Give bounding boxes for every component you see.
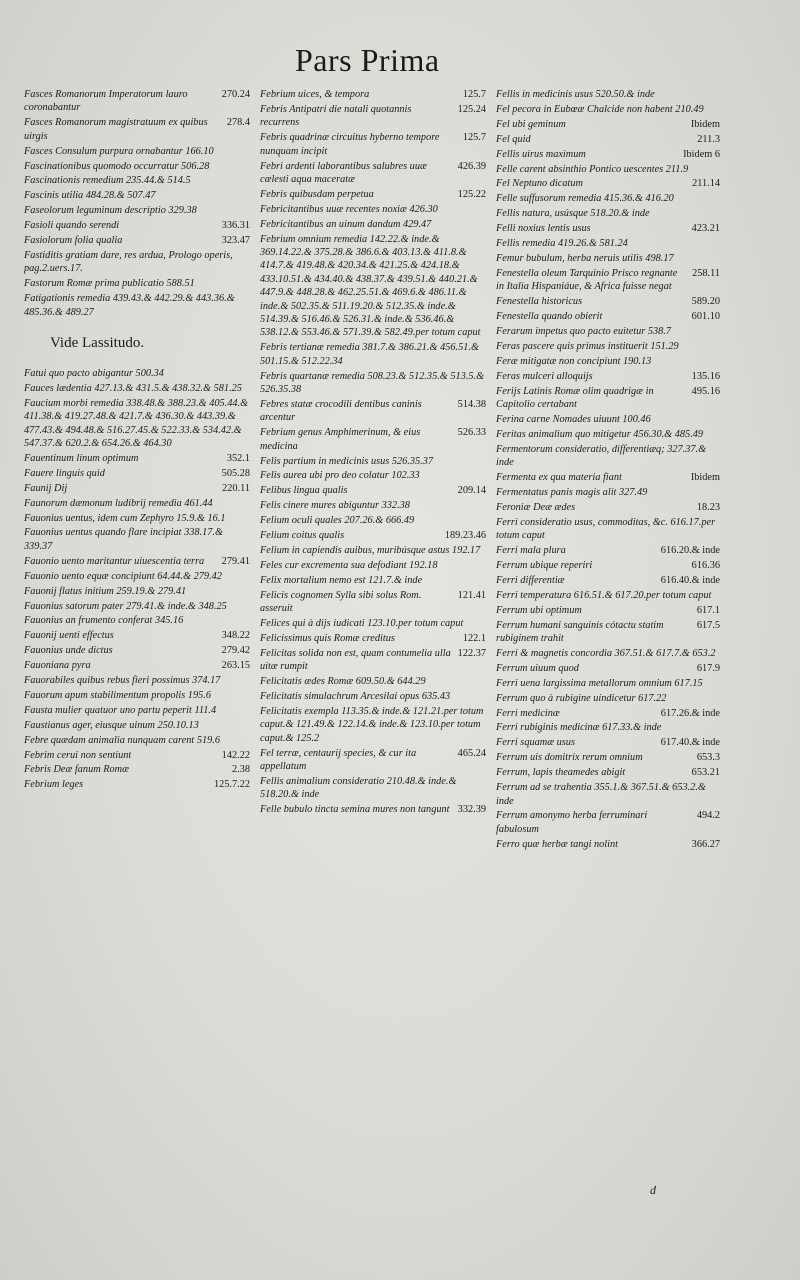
entry-reference: 514.38	[457, 398, 486, 410]
entry-reference: 332.39	[457, 804, 486, 816]
entry-text: Fellis animalium consideratio 210.48.& inde.& 518.20.& inde	[260, 776, 457, 801]
entry-reference: 125.7	[462, 89, 486, 100]
entry-text: Feras pascere quis primus instituerit 151.29	[496, 340, 679, 352]
entry-text: Fasces Consulum purpura ornabantur 166.10	[24, 145, 214, 157]
index-entry	[496, 177, 720, 190]
index-entry	[496, 544, 720, 557]
entry-reference: 601.10	[691, 311, 720, 323]
entry-text: Ferrum humani sanguinis cótactu statim rubiginem trahit	[496, 619, 664, 645]
index-entry	[24, 189, 250, 202]
entry-text: Fatigationis remedia 439.43.& 442.29.& 443.36.& 485.36.& 489.27	[24, 293, 235, 318]
entry-reference: 526.33	[457, 427, 486, 439]
index-entry	[496, 370, 720, 383]
entry-text: Ferri uena largissima metallorum omnium 617.15	[496, 677, 703, 689]
index-entry	[260, 455, 486, 468]
index-entry	[496, 471, 720, 484]
entry-reference: 125.7.22	[213, 779, 250, 791]
index-entry	[260, 559, 486, 572]
entry-reference: 617.26.& inde	[660, 707, 720, 719]
entry-text: Fauonij uenti effectus	[24, 630, 114, 642]
index-entry	[260, 88, 486, 101]
index-entry	[260, 632, 486, 645]
entry-reference: 122.37	[457, 647, 486, 659]
index-entry	[260, 469, 486, 482]
entry-reference: 135.16	[691, 370, 720, 382]
entry-text: Fasces Romanorum Imperatorum lauro coronabantur	[24, 89, 188, 114]
entry-reference: 616.36	[691, 560, 720, 571]
index-entry	[24, 704, 250, 717]
index-entry	[260, 398, 486, 425]
entry-reference: 220.11	[222, 482, 250, 494]
entry-text: Fellis natura, usúsque 518.20.& inde	[496, 208, 650, 220]
entry-text: Ferro quæ herbæ tangi nolint	[496, 838, 619, 850]
entry-text: Febrium uices, & tempora	[260, 89, 370, 100]
index-entry	[260, 589, 486, 616]
entry-text: Ferri rubiginis medicinæ 617.33.& inde	[496, 722, 662, 734]
entry-text: Felices qui à dijs iudicati 123.10.per totum caput	[260, 618, 464, 630]
index-entry	[496, 295, 720, 308]
index-entry	[496, 325, 720, 338]
entry-text: Felium in capiendis auibus, muribúsque astus 192.17	[260, 545, 481, 556]
entry-text: Febris Deæ fanum Romæ	[24, 764, 129, 776]
index-entry	[496, 443, 720, 470]
entry-reference: 279.42	[221, 645, 250, 657]
entry-text: Felis cinere mures abiguntur 332.38	[260, 500, 410, 512]
index-entry	[496, 413, 720, 426]
index-entry	[260, 514, 486, 527]
entry-text: Ferrum ad se trahentia 355.1.& 367.51.& 653.2.& inde	[496, 782, 706, 807]
entry-text: Fauonius an frumento conferat 345.16	[24, 615, 184, 627]
index-entry	[496, 751, 720, 764]
entry-text: Fasioli quando serendi	[24, 220, 120, 232]
index-entry	[260, 647, 486, 674]
index-entry	[496, 148, 720, 161]
index-entry	[24, 292, 250, 319]
entry-reference: 653.21	[691, 767, 720, 779]
entry-text: Fauonius unde dictus	[24, 645, 113, 657]
entry-text: Fellis in medicinis usus 520.50.& inde	[496, 89, 655, 100]
entry-reference: 617.5	[696, 619, 720, 631]
entry-text: Fel pecora in Eubœæ Chalcide non habent 210.49	[496, 103, 704, 115]
index-entry	[496, 237, 720, 250]
index-entry	[24, 526, 250, 553]
entry-text: Felle bubulo tincta semina mures non tangunt	[260, 804, 450, 816]
entry-text: Fauonij flatus initium 259.19.& 279.41	[24, 585, 187, 597]
entry-text: Fenestella quando obierit	[496, 311, 603, 323]
entry-reference: 616.20.& inde	[660, 545, 720, 557]
index-entry	[260, 370, 486, 397]
entry-text: Febris quadrinæ circuitus hyberno tempore nunquam incipit	[260, 132, 440, 157]
entry-text: Fenestella oleum Tarquinio Prisco regnante in Italia Hispaniáue, & Africa fuisse negat	[496, 267, 678, 293]
index-entry	[24, 116, 250, 143]
index-entry	[496, 340, 720, 353]
entry-reference: 423.21	[691, 223, 720, 235]
entry-text: Febrium omnium remedia 142.22.& inde.& 369.14.22.& 375.28.& 386.6.& 403.13.& 411.8.& 414.7.& 419.48.& 420.34.& 421.25.& 424.18.& 433.10.51.& 434.40.& 438.37.& 439.51.& 440.21.& 447.9.& 448.28.& 462.25.51.& 469.6.& 486.11.& inde.& 502.35.& 511.19.20.& 512.35.& inde.& 514.39.& 516.46.& 526.31.& inde.& 536.46.& 538.12.& 553.46.& 571.39.& 582.49.per totum caput	[260, 233, 481, 339]
index-entry	[24, 382, 250, 395]
entry-text: Febrium genus Amphimerinum, & eius medicina	[260, 427, 421, 452]
entry-text: Feritas animalium quo mitigetur 456.30.& 485.49	[496, 428, 704, 440]
entry-text: Felicitatis exempla 113.35.& inde.& 121.21.per totum caput.& 121.49.& 122.14.& inde.& 123.10.per totum caput.& 125.2	[260, 705, 484, 744]
entry-text: Faustianus ager, eiusque uinum 250.10.13	[24, 719, 199, 731]
entry-text: Fascinis utilia 484.28.& 507.47	[24, 190, 156, 202]
index-entry	[24, 467, 250, 480]
entry-text: Febris tertianæ remedia 381.7.& 386.21.& 456.51.& 501.15.& 512.22.34	[260, 342, 479, 367]
index-entry	[496, 809, 720, 836]
entry-text: Ferri mala plura	[496, 545, 566, 557]
entry-reference: 211.14	[692, 178, 720, 190]
entry-text: Fel terræ, centaurij species, & cur ita appellatum	[260, 747, 417, 773]
index-entry	[24, 674, 250, 687]
entry-text: Febrium leges	[24, 779, 84, 791]
index-entry	[496, 428, 720, 441]
entry-text: Ferri squamæ usus	[496, 737, 575, 749]
entry-reference: 279.41	[221, 555, 250, 567]
entry-text: Febris Antipatri die natali quotannis recurrens	[260, 103, 412, 129]
entry-reference: 258.11	[692, 267, 720, 279]
index-entry	[24, 600, 250, 613]
entry-text: Ferrum uis domitrix rerum omnium	[496, 752, 643, 764]
entry-text: Fauorum apum stabilimentum propolis 195.6	[24, 689, 211, 701]
entry-text: Ferri & magnetis concordia 367.51.& 617.7.& 653.2	[496, 647, 716, 659]
entry-text: Febres statæ crocodili dentibus caninis arcentur	[260, 398, 422, 424]
entry-text: Faunorum dæmonum ludibrij remedia 461.44	[24, 497, 213, 509]
index-entry	[24, 204, 250, 217]
entry-reference: 125.24	[457, 103, 486, 115]
entry-text: Fauonius satorum pater 279.41.& inde.& 348.25	[24, 600, 227, 612]
index-entry	[496, 604, 720, 617]
index-entry	[260, 426, 486, 453]
index-entry	[260, 499, 486, 512]
index-entry	[260, 617, 486, 630]
entry-text: Ferrum quo à rubigine uindicetur 617.22	[496, 692, 667, 704]
entry-text: Felicitatis simulachrum Arcesilai opus 635.43	[260, 691, 451, 703]
index-entry	[24, 734, 250, 747]
entry-text: Fauonius uentus, idem cum Zephyro 15.9.& 16.1	[24, 512, 226, 524]
entry-text: Ferri consideratio usus, commoditas, &c. 616.17.per totum caput	[496, 516, 716, 542]
entry-text: Felium coitus qualis	[260, 530, 345, 542]
index-entry	[24, 644, 250, 657]
entry-text: Felium oculi quales 207.26.& 666.49	[260, 515, 415, 527]
entry-reference: 278.4	[226, 117, 250, 129]
index-entry	[496, 385, 720, 412]
entry-text: Faucium morbi remedia 338.48.& 388.23.& 405.44.& 411.38.& 419.27.48.& 421.7.& 436.30.& 443.39.& 477.43.& 494.48.& 516.27.45.& 522.33.& 534.42.& 547.37.& 620.2.& 654.26.& 464.30	[24, 397, 249, 450]
index-column-1	[24, 88, 250, 1248]
index-entry	[496, 516, 720, 543]
entry-text: Femur bubulum, herba neruis utilis 498.17	[496, 252, 674, 264]
entry-text: Fermentorum consideratio, differentiæq; 327.37.& inde	[496, 443, 707, 469]
index-entry	[260, 484, 486, 497]
index-entry	[260, 341, 486, 368]
index-entry	[24, 452, 250, 465]
index-entry	[24, 512, 250, 525]
entry-text: Felicitas solida non est, quam contumelia ulla uitæ rumpit	[260, 647, 451, 673]
index-entry	[24, 219, 250, 232]
entry-text: Fauere linguis quid	[24, 467, 105, 479]
entry-text: Fauorabiles quibus rebus fieri possimus 374.17	[24, 675, 221, 687]
index-entry	[260, 803, 486, 816]
index-entry	[24, 482, 250, 495]
entry-reference: 426.39	[457, 160, 486, 172]
entry-reference: 617.9	[696, 662, 720, 674]
index-entry	[260, 690, 486, 703]
entry-text: Fastorum Romæ prima publicatio 588.51	[24, 278, 195, 290]
entry-text: Fauonius uentus quando flare incipiat 338.17.& 339.37	[24, 527, 223, 552]
index-entry	[260, 705, 486, 745]
index-entry	[260, 203, 486, 216]
index-entry	[496, 781, 720, 808]
index-entry	[496, 707, 720, 720]
entry-reference: 366.27	[691, 838, 720, 850]
index-entry	[496, 207, 720, 220]
entry-reference: 125.7	[462, 132, 486, 144]
index-entry	[496, 252, 720, 265]
index-entry	[496, 118, 720, 131]
index-entry	[24, 397, 250, 451]
index-entry	[496, 222, 720, 235]
index-entry	[496, 574, 720, 587]
entry-text: Febris quibusdam perpetua	[260, 188, 374, 200]
entry-reference: Ibidem	[690, 118, 720, 130]
index-entry	[496, 501, 720, 514]
index-entry	[260, 160, 486, 187]
index-entry	[496, 619, 720, 646]
entry-reference: 589.20	[691, 296, 720, 308]
entry-reference: 348.22	[221, 630, 250, 642]
entry-text: Fausta mulier quatuor uno partu peperit 111.4	[24, 704, 217, 716]
index-column-2	[260, 88, 486, 1248]
index-entry	[24, 174, 250, 187]
index-entry	[24, 659, 250, 672]
index-entry	[24, 585, 250, 598]
index-entry	[260, 574, 486, 587]
entry-text: Fenestella historicus	[496, 296, 583, 308]
page-title: Pars Prima	[295, 42, 440, 78]
index-entry	[24, 367, 250, 380]
index-entry	[496, 766, 720, 779]
entry-text: Felle carent absinthio Pontico uescentes 211.9	[496, 163, 689, 175]
index-entry	[24, 160, 250, 173]
entry-text: Ferri temperatura 616.51.& 617.20.per totum caput	[496, 589, 712, 601]
entry-text: Ferarum impetus quo pacto euitetur 538.7	[496, 326, 672, 337]
entry-text: Fauonio uento equæ concipiunt 64.44.& 279.42	[24, 570, 222, 582]
entry-text: Febre quædam animalia nunquam carent 519.6	[24, 734, 221, 746]
entry-reference: 122.1	[462, 632, 486, 644]
entry-text: Ferri differentiæ	[496, 574, 565, 586]
entry-text: Ferrum, lapis theamedes abigit	[496, 767, 626, 779]
entry-text: Fascinationibus quomodo occurratur 506.28	[24, 160, 210, 172]
index-entry	[496, 589, 720, 602]
entry-reference: 352.1	[226, 452, 250, 464]
index-entry	[496, 103, 720, 116]
entry-reference: 323.47	[221, 235, 250, 247]
index-entry	[496, 677, 720, 690]
entry-text: Fel ubi geminum	[496, 118, 566, 130]
entry-text: Feles cur excrementa sua defodiant 192.18	[260, 559, 438, 571]
entry-text: Feras mulceri alloquijs	[496, 370, 593, 382]
entry-reference: 505.28	[221, 467, 250, 479]
entry-reference: Ibidem	[690, 472, 720, 484]
index-entry	[496, 310, 720, 323]
entry-reference: 494.2	[696, 810, 720, 822]
entry-text: Felle suffusorum remedia 415.36.& 416.20	[496, 193, 674, 205]
index-entry	[24, 234, 250, 247]
entry-text: Ferijs Latinis Romæ olim quadrigæ in Capitolio certabant	[496, 385, 654, 411]
entry-text: Fauonio uento maritantur uiuescentia terra	[24, 555, 205, 567]
entry-text: Febris quartanæ remedia 508.23.& 512.35.& 513.5.& 526.35.38	[260, 370, 485, 396]
entry-text: Fermentatus panis magis alit 327.49	[496, 486, 648, 498]
entry-text: Fascinationis remedium 235.44.& 514.5	[24, 175, 191, 187]
entry-text: Fastiditis gratiam dare, res ardua, Prologo operis, pag.2.uers.17.	[24, 249, 233, 275]
entry-text: Fellis uirus maximum	[496, 148, 586, 160]
entry-text: Feræ mitigatæ non concipiunt 190.13	[496, 355, 652, 367]
entry-reference: 142.22	[221, 749, 250, 761]
entry-text: Felis partium in medicinis usus 526.35.37	[260, 455, 434, 467]
entry-text: Fasces Romanorum magistratuum ex quibus uirgis	[24, 117, 208, 142]
index-entry	[260, 544, 486, 557]
index-entry	[496, 163, 720, 176]
entry-text: Febri ardenti laborantibus salubres uuæ cælesti aqua maceratæ	[260, 160, 427, 185]
index-entry	[496, 736, 720, 749]
index-entry	[24, 249, 250, 276]
index-entry	[496, 355, 720, 368]
entry-text: Febricitantibus an uinum dandum 429.47	[260, 218, 432, 230]
entry-reference: 121.41	[457, 589, 486, 601]
entry-reference: 263.15	[221, 660, 250, 672]
entry-text: Febricitantibus uuæ recentes noxiæ 426.30	[260, 203, 438, 215]
entry-reference: 465.24	[457, 747, 486, 759]
catchword: d	[650, 1183, 656, 1197]
index-entry	[260, 218, 486, 231]
index-entry	[496, 721, 720, 734]
entry-text: Faseolorum leguminum descriptio 329.38	[24, 205, 197, 217]
index-entry	[24, 614, 250, 627]
entry-reference: 653.3	[696, 752, 720, 764]
entry-text: Fauces lædentia 427.13.& 431.5.& 438.32.& 581.25	[24, 382, 242, 394]
index-entry	[24, 88, 250, 115]
index-entry	[260, 529, 486, 542]
entry-reference: 616.40.& inde	[660, 574, 720, 586]
index-entry	[260, 131, 486, 158]
entry-reference: Ibidem 6	[683, 148, 720, 160]
index-entry	[496, 192, 720, 205]
index-entry	[260, 675, 486, 688]
index-entry	[260, 103, 486, 130]
entry-text: Ferina carne Nomades uiuunt 100.46	[496, 413, 651, 425]
entry-reference: 495.16	[691, 385, 720, 397]
index-entry	[496, 662, 720, 675]
entry-text: Fermenta ex qua materia fiant	[496, 472, 622, 484]
entry-text: Ferri medicinæ	[496, 707, 560, 719]
index-entry	[496, 486, 720, 499]
entry-text: Fel quid	[496, 133, 531, 145]
index-entry	[24, 629, 250, 642]
entry-reference: 336.31	[221, 220, 250, 232]
index-entry	[24, 763, 250, 776]
index-entry	[496, 647, 720, 660]
entry-text: Felis aurea ubi pro deo colatur 102.33	[260, 470, 420, 482]
entry-text: Felicis cognomen Sylla sibi solus Rom. asseruit	[260, 589, 422, 615]
index-entry	[24, 497, 250, 510]
entry-text: Felicitatis ædes Romæ 609.50.& 644.29	[260, 676, 426, 688]
entry-reference: 18.23	[696, 501, 720, 513]
entry-text: Faunij Dij	[24, 482, 68, 494]
index-entry	[260, 775, 486, 802]
entry-text: Fauentinum linum optimum	[24, 452, 139, 464]
index-entry	[24, 570, 250, 583]
entry-text: Felibus lingua qualis	[260, 485, 348, 497]
entry-text: Fellis remedia 419.26.& 581.24	[496, 238, 628, 250]
entry-text: Fauoniana pyra	[24, 660, 91, 672]
index-entry	[496, 88, 720, 101]
entry-text: Febrim cerui non sentiunt	[24, 749, 132, 761]
entry-text: Ferrum uiuum quod	[496, 662, 579, 674]
index-column-3	[496, 88, 720, 1248]
entry-reference: 209.14	[457, 485, 486, 497]
entry-reference: 125.22	[457, 188, 486, 200]
index-entry	[24, 145, 250, 158]
entry-text: Fel Neptuno dicatum	[496, 178, 583, 190]
entry-reference: 211.3	[697, 133, 720, 145]
index-entry	[496, 133, 720, 146]
entry-text: Felli noxius lentis usus	[496, 223, 591, 235]
entry-text: Felicissimus quis Romæ creditus	[260, 632, 395, 644]
entry-text: Felix mortalium nemo est 121.7.& inde	[260, 574, 423, 586]
entry-text: Ferrum ubique reperiri	[496, 560, 593, 571]
section-heading: Vide Lassitudo.	[50, 335, 145, 351]
entry-text: Fatui quo pacto abigantur 500.34	[24, 368, 164, 379]
entry-text: Ferrum ubi optimum	[496, 604, 582, 616]
entry-reference: 2.38	[231, 764, 250, 776]
index-entry	[24, 689, 250, 702]
index-entry	[260, 188, 486, 201]
index-entry	[496, 838, 720, 851]
index-entry	[260, 233, 486, 340]
entry-reference: 270.24	[221, 89, 250, 100]
index-entry	[496, 559, 720, 572]
entry-reference: 617.40.& inde	[660, 737, 720, 749]
index-entry	[24, 778, 250, 791]
entry-text: Fasiolorum folia qualia	[24, 235, 123, 247]
index-entry	[24, 555, 250, 568]
entry-text: Feroniæ Deæ ædes	[496, 501, 576, 513]
entry-reference: 617.1	[696, 604, 720, 616]
index-entry	[24, 719, 250, 732]
index-entry	[24, 749, 250, 762]
entry-text: Ferrum amonymo herba ferruminari fabulosum	[496, 810, 648, 835]
index-entry	[260, 747, 486, 774]
index-entry	[496, 692, 720, 705]
entry-reference: 189.23.46	[444, 530, 486, 542]
index-entry	[24, 277, 250, 290]
index-entry	[496, 267, 720, 294]
